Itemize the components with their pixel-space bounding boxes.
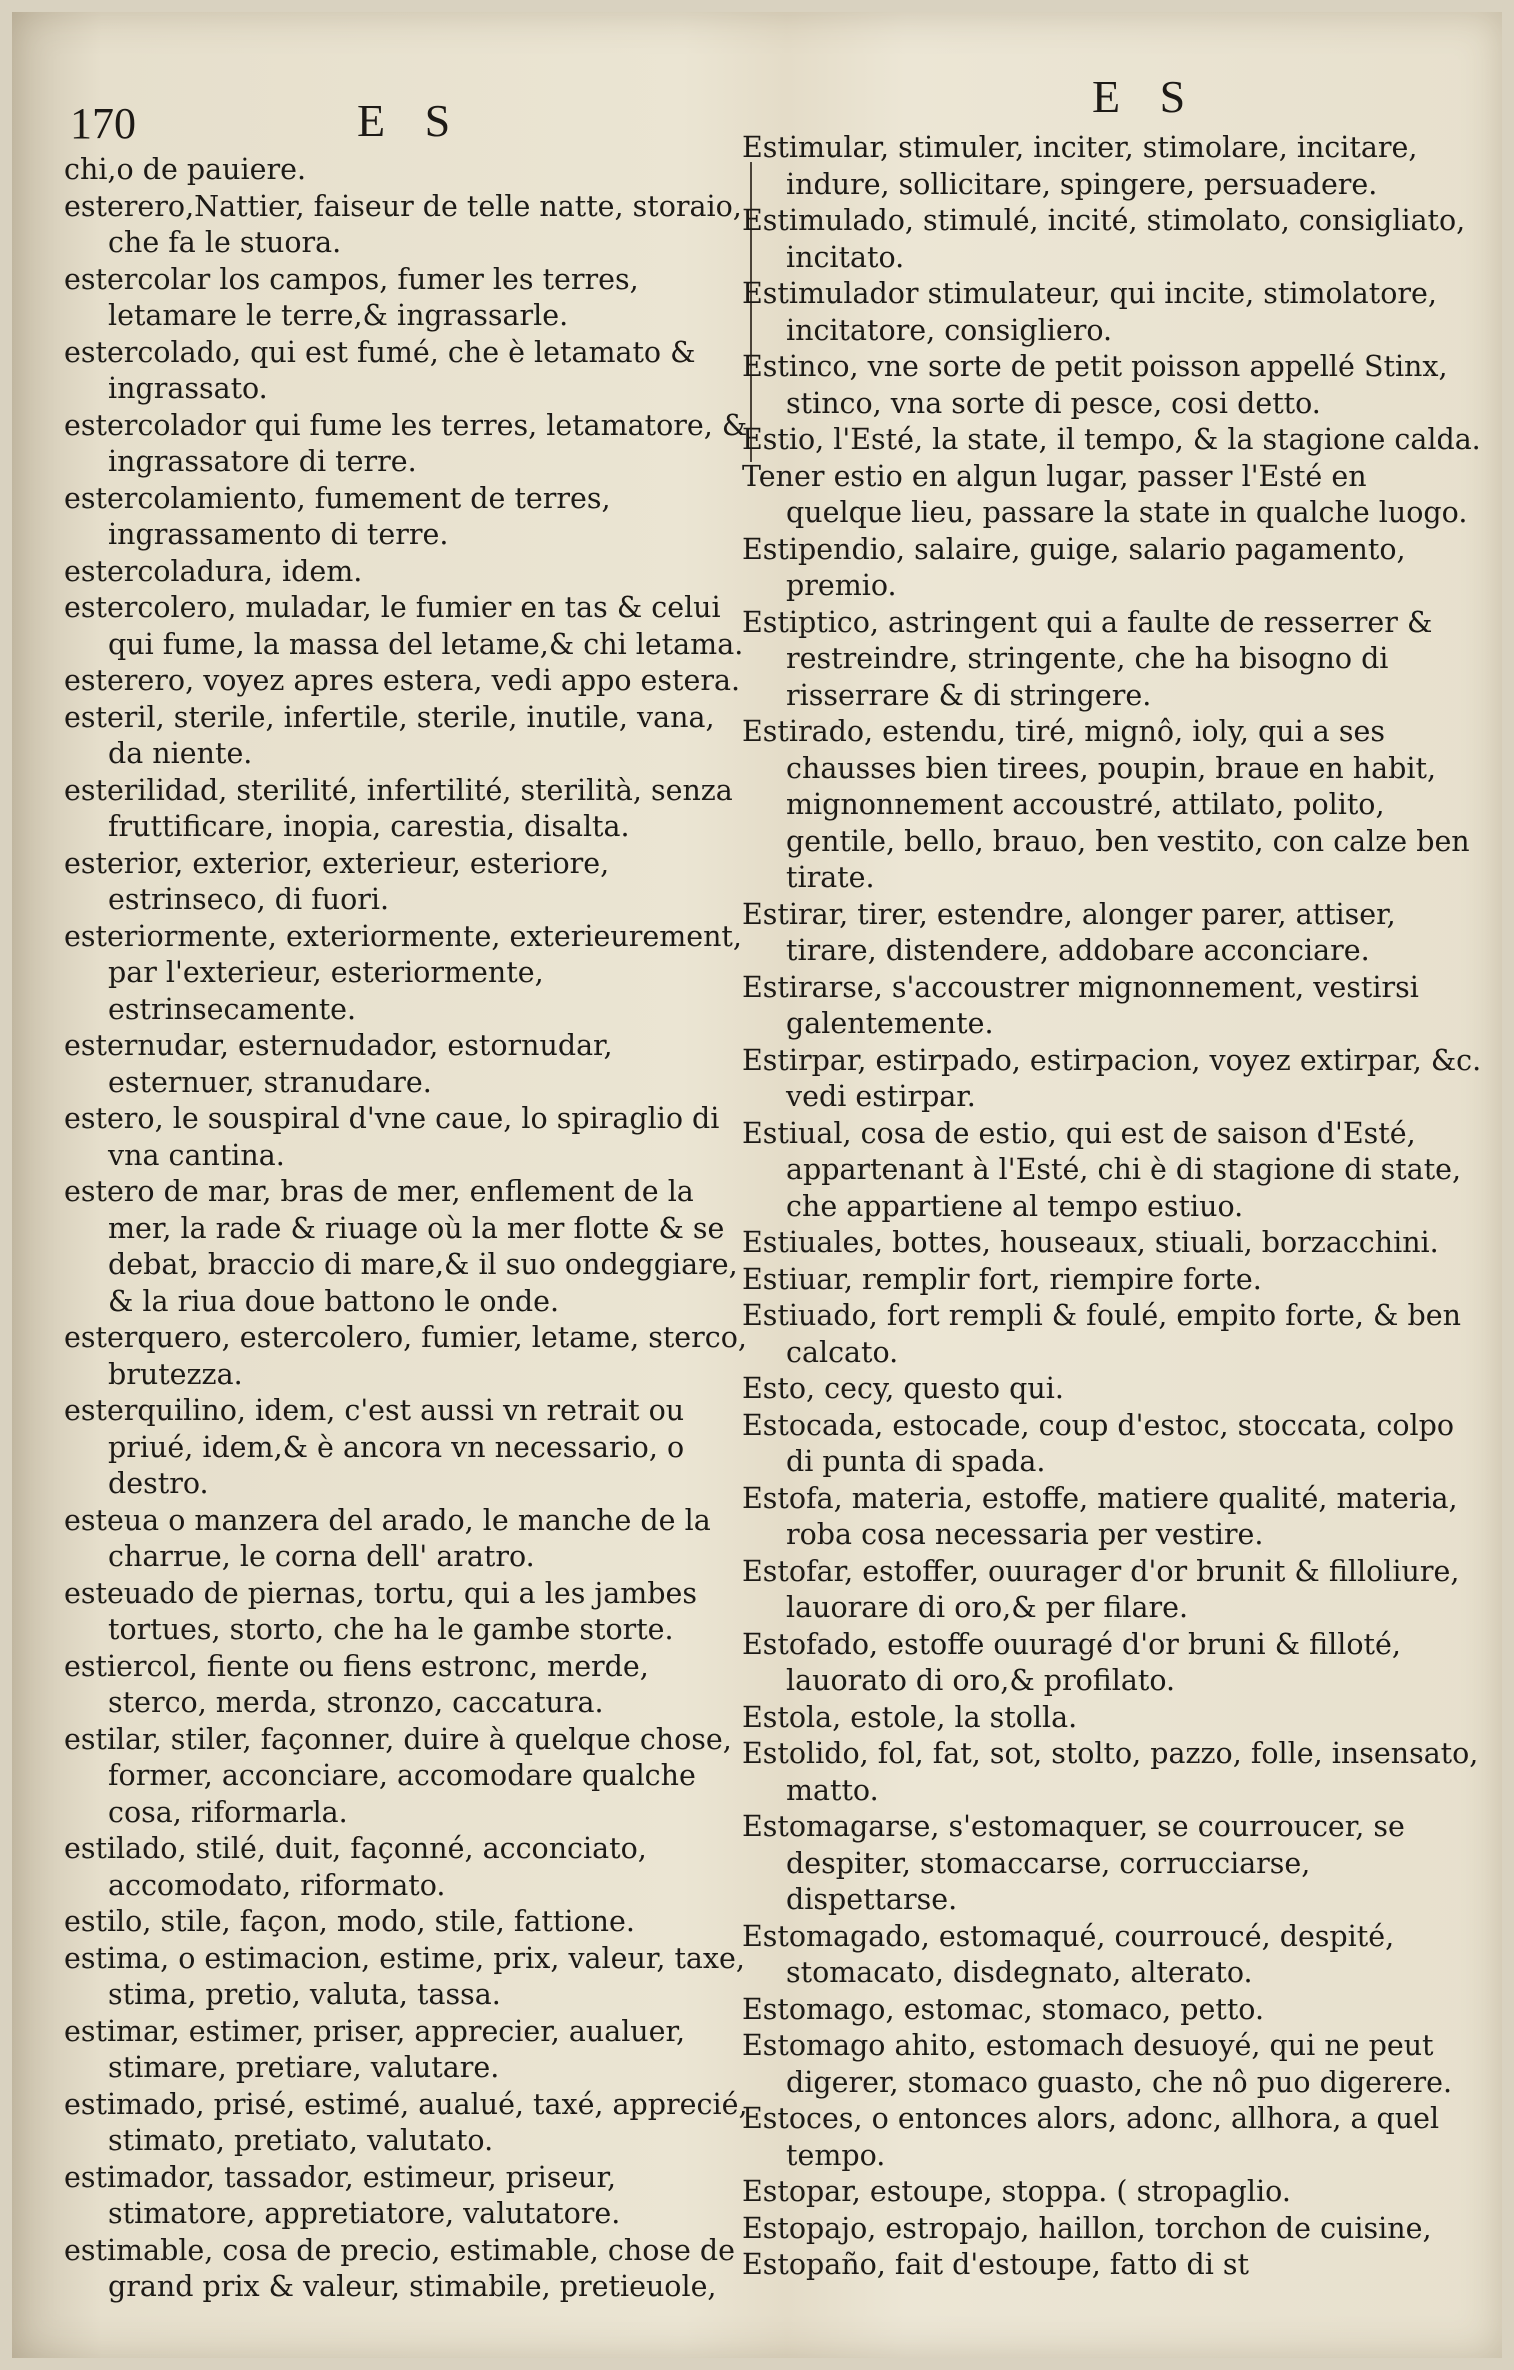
dictionary-entry: estimado, prisé, estimé, aualué, taxé, apprecié, stimato, pretiato, valutato. xyxy=(64,2087,748,2157)
dictionary-entry: esteril, sterile, infertile, sterile, inutile, vana, da niente. xyxy=(64,700,715,770)
dictionary-entry: esteuado de piernas, tortu, qui a les jambes tortues, storto, che ha le gambe storte. xyxy=(64,1576,697,1646)
dictionary-entry: Estipendio, salaire, guige, salario pagamento, premio. xyxy=(742,532,1406,602)
dictionary-entry: chi,o de pauiere. xyxy=(64,153,306,186)
dictionary-entry: Estola, estole, la stolla. xyxy=(742,1700,1078,1734)
dictionary-entry: esteriormente, exteriormente, exterieurement, par l'exterieur, esteriormente, estrinsecamente. xyxy=(64,919,742,1026)
dictionary-entry: estilar, stiler, façonner, duire à quelque chose, former, acconciare, accomodare qualche cosa, riformarla. xyxy=(64,1722,732,1829)
right-running-head: E S xyxy=(1092,71,1200,122)
dictionary-entry: estercolar los campos, fumer les terres, letamare le terre,& ingrassarle. xyxy=(64,262,639,332)
dictionary-entry: Estolido, fol, fat, sot, stolto, pazzo, folle, insensato, matto. xyxy=(742,1737,1479,1807)
dictionary-entry: Estiual, cosa de estio, qui est de saison d'Esté, appartenant à l'Esté, chi è di stagione di state, che appartiene al tempo estiuo. xyxy=(742,1116,1462,1223)
dictionary-entry: esteua o manzera del arado, le manche de la charrue, le corna dell' aratro. xyxy=(64,1503,711,1573)
dictionary-entry: estima, o estimacion, estime, prix, valeur, taxe, stima, pretio, valuta, tassa. xyxy=(64,1941,745,2011)
dictionary-entry: Estocada, estocade, coup d'estoc, stoccata, colpo di punta di spada. xyxy=(742,1408,1455,1478)
dictionary-entry: Estofar, estoffer, ouurager d'or brunit & filloliure, lauorare di oro,& per filare. xyxy=(742,1554,1460,1624)
dictionary-entry: Estimular, stimuler, inciter, stimolare, incitare, indure, sollicitare, spingere, persuadere. xyxy=(742,131,1418,201)
dictionary-entry: Estiuar, remplir fort, riempire forte. xyxy=(742,1262,1262,1296)
left-running-head: E S xyxy=(357,95,465,146)
dictionary-entry: Estimulado, stimulé, incité, stimolato, consigliato, incitato. xyxy=(742,204,1466,274)
dictionary-entry: estiercol, fiente ou fiens estronc, merde, sterco, merda, stronzo, caccatura. xyxy=(64,1649,649,1719)
dictionary-entry: esternudar, esternudador, estornudar, esternuer, stranudare. xyxy=(64,1029,613,1099)
dictionary-entry: esterero, voyez apres estera, vedi appo estera. xyxy=(64,664,741,697)
dictionary-entry: esterquilino, idem, c'est aussi vn retrait ou priué, idem,& è ancora vn necessario, o destro. xyxy=(64,1394,685,1500)
dictionary-entry: estercolado, qui est fumé, che è letamato & ingrassato. xyxy=(64,335,696,405)
dictionary-entry: Estimulador stimulateur, qui incite, stimolatore, incitatore, consigliero. xyxy=(742,277,1437,347)
dictionary-entry: Tener estio en algun lugar, passer l'Esté en quelque lieu, passare la state in qualche luogo. xyxy=(742,459,1468,529)
dictionary-entry: Estirar, tirer, estendre, alonger parer, attiser, tirare, distendere, addobare acconciare. xyxy=(742,897,1396,967)
dictionary-entry: Esto, cecy, questo qui. xyxy=(742,1372,1064,1405)
dictionary-entry: Estio, l'Esté, la state, il tempo, & la stagione calda. xyxy=(742,423,1481,456)
dictionary-entry: Estirpar, estirpado, estirpacion, voyez extirpar, &c. vedi estirpar. xyxy=(742,1043,1482,1113)
dictionary-entry: Estomago ahito, estomach desuoyé, qui ne peut digerer, stomaco guasto, che nô puo digerere. xyxy=(742,2029,1453,2099)
dictionary-entry: Estopajo, estropajo, haillon, torchon de cuisine, xyxy=(742,2211,1432,2245)
dictionary-entry: estercoladura, idem. xyxy=(64,554,363,588)
dictionary-entry: Estinco, vne sorte de petit poisson appellé Stinx, stinco, vna sorte di pesce, cosi detto. xyxy=(742,350,1448,420)
book-page xyxy=(12,12,1502,2358)
dictionary-entry: Estomagarse, s'estomaquer, se courroucer, se despiter, stomaccarse, corrucciarse, dispettarse. xyxy=(742,1810,1405,1916)
dictionary-entry: estercolamiento, fumement de terres, ingrassamento di terre. xyxy=(64,481,611,551)
dictionary-entry: Estomagado, estomaqué, courroucé, despité, stomacato, disdegnato, alterato. xyxy=(742,1919,1395,1989)
dictionary-entry: estimar, estimer, priser, apprecier, aualuer, stimare, pretiare, valutare. xyxy=(64,2014,686,2084)
dictionary-entry: Estiuales, bottes, houseaux, stiuali, borzacchini. xyxy=(742,1226,1439,1259)
dictionary-entry: Estopar, estoupe, stoppa. ( stropaglio. xyxy=(742,2175,1291,2208)
dictionary-entry: Estofa, materia, estoffe, matiere qualité, materia, roba cosa necessaria per vestire. xyxy=(742,1481,1458,1551)
dictionary-entry: Estoces, o entonces alors, adonc, allhora, a quel tempo. xyxy=(742,2102,1440,2172)
dictionary-entry: Estirarse, s'accoustrer mignonnement, vestirsi galentemente. xyxy=(742,970,1419,1040)
dictionary-entry: esterquero, estercolero, fumier, letame, sterco, brutezza. xyxy=(64,1321,747,1391)
dictionary-entry: esterior, exterior, exterieur, esteriore, estrinseco, di fuori. xyxy=(64,846,610,916)
dictionary-entry: esterero,Nattier, faiseur de telle natte, storaio, che fa le stuora. xyxy=(64,189,742,259)
dictionary-entry: Estiptico, astringent qui a faulte de resserrer & restreindre, stringente, che ha bisogno di risserrare & di stringere. xyxy=(742,605,1433,712)
dictionary-entry: Estopaño, fait d'estoupe, fatto di st xyxy=(742,2248,1250,2281)
page-number: 170 xyxy=(70,99,136,148)
dictionary-entry: estilado, stilé, duit, façonné, acconciato, accomodato, riformato. xyxy=(64,1832,647,1902)
dictionary-entry: estimador, tassador, estimeur, priseur, stimatore, appretiatore, valutatore. xyxy=(64,2160,621,2230)
dictionary-entry: estercolador qui fume les terres, letamatore, & ingrassatore di terre. xyxy=(64,408,748,478)
right-column xyxy=(742,130,1487,2284)
dictionary-entry: estero, le souspiral d'vne caue, lo spiraglio di vna cantina. xyxy=(64,1102,720,1172)
left-column xyxy=(64,152,754,2306)
dictionary-entry: estero de mar, bras de mer, enflement de la mer, la rade & riuage où la mer flotte & se debat, braccio di mare,& il suo ondeggiare, & la riua doue battono le onde. xyxy=(64,1175,738,1318)
dictionary-entry: estilo, stile, façon, modo, stile, fattione. xyxy=(64,1905,635,1938)
dictionary-entry: estercolero, muladar, le fumier en tas & celui qui fume, la massa del letame,& chi letama. xyxy=(64,591,744,661)
dictionary-entry: Estirado, estendu, tiré, mignô, ioly, qui a ses chausses bien tirees, poupin, braue en habit, mignonnement accoustré, attilato, polito, gentile, bello, brauo, ben vestito, con calze ben tirate. xyxy=(742,715,1470,894)
dictionary-entry: estimable, cosa de precio, estimable, chose de grand prix & valeur, stimabile, pretieuole, xyxy=(64,2233,736,2303)
dictionary-entry: Estofado, estoffe ouuragé d'or bruni & filloté, lauorato di oro,& profilato. xyxy=(742,1627,1401,1697)
dictionary-entry: Estomago, estomac, stomaco, petto. xyxy=(742,1992,1265,2026)
dictionary-entry: esterilidad, sterilité, infertilité, sterilità, senza fruttificare, inopia, carestia, disalta. xyxy=(64,773,733,843)
dictionary-entry: Estiuado, fort rempli & foulé, empito forte, & ben calcato. xyxy=(742,1299,1461,1369)
